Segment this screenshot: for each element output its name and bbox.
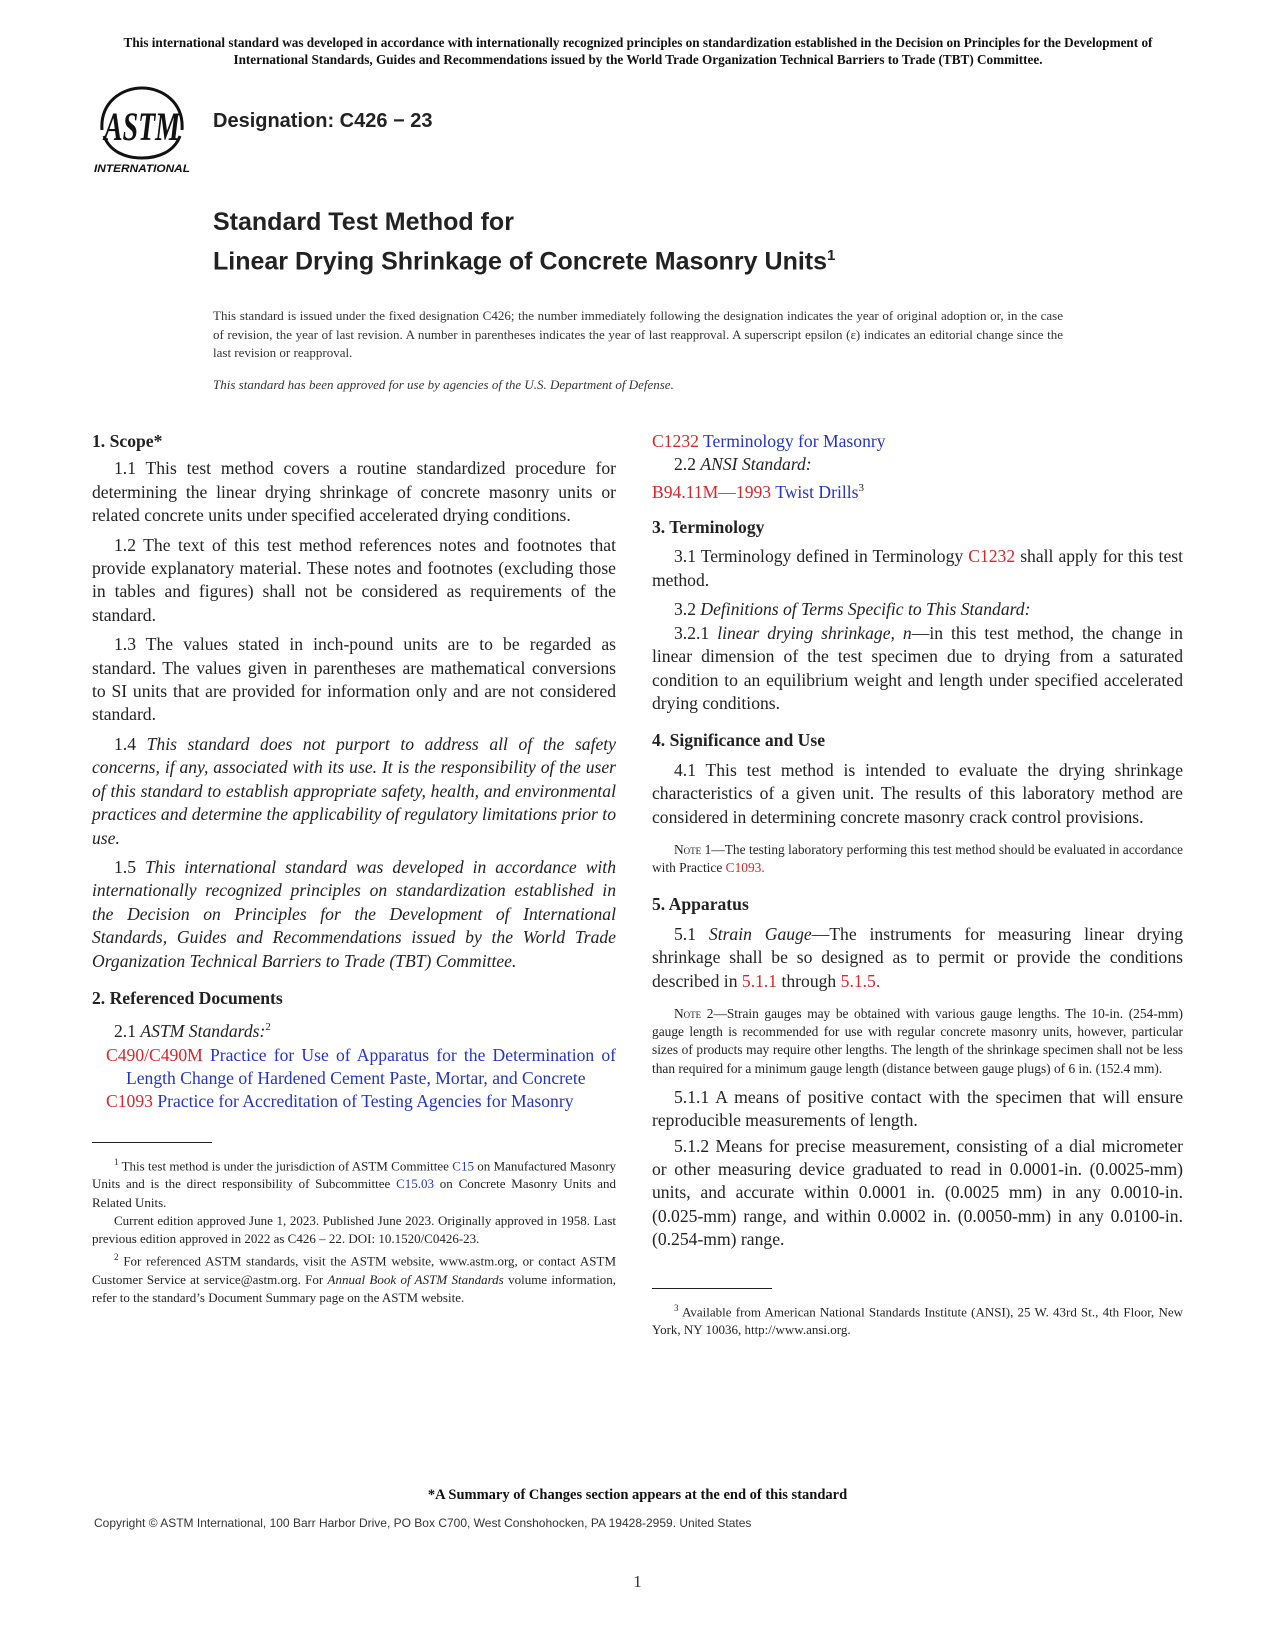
astm-logo [92, 84, 192, 174]
footnote-2: $^2$ For referenced ASTM standards, visit the ASTM website, www.astm.org, or contact ASTM Customer Service at service@astm.org. For Annual Book of ASTM Standards volume information, refer to the standard’s Document Summary page on the ASTM website. [92, 1252, 617, 1305]
note-2: Note 2—Strain gauges may be obtained with various gauge lengths. The 10-in. (254-mm) gauge length is recommended for use with regular concrete masonry units, however, particular sizes of products may require other lengths. The length of the shrinkage specimen shall not be less than required for a minimum gauge length (distance between gauge plugs) of 6 in. (152.4 mm). [652, 1005, 1183, 1076]
designation: Designation: C426 − 23 [213, 110, 433, 132]
dod-statement: This standard has been approved for use by agencies of the U.S. Department of Defense. [213, 377, 674, 392]
para-5-1-2: 5.1.2 Means for precise measurement, consisting of a dial micrometer or other measuring device graduated to read in 0.0001-in. (0.0025-mm) units, and accurate within 0.0001 in. (0.0025 mm) in any 0.0010-in. (0.025-mm) range, and within 0.0002 in. (0.0050-mm) in any 0.0100-in. (0.254-mm) range. [652, 1135, 1183, 1250]
document-title [213, 206, 835, 278]
footnote-divider-right [652, 1288, 772, 1289]
section-5-heading: 5. Apparatus [652, 894, 749, 915]
section-3-heading: 3. Terminology [652, 517, 765, 538]
issuance-statement: This standard is issued under the fixed designation C426; the number immediately following the designation indicates the year of original adoption or, in the case of revision, the year of last revision. A number in parentheses indicates the year of last reapproval. A superscript epsilon (ε) indicates an editorial change since the last revision or reapproval. [213, 308, 1063, 360]
para-2-1: 2.1 ASTM Standards:$^2$ [114, 1021, 271, 1042]
section-5-1-5-link[interactable]: 5.1.5. [840, 970, 881, 991]
reference-c1093[interactable]: C1093 Practice for Accreditation of Testing Agencies for Masonry [106, 1091, 574, 1112]
para-1-4: 1.4 This standard does not purport to address all of the safety concerns, if any, associated with its use. It is the responsibility of the user of this standard to establish appropriate safety, health, and environmental practices and determine the applicability of regulatory limitations prior to use. [92, 733, 616, 848]
title-footnote-marker: 1 [827, 247, 836, 264]
footnote-3: $^3$ Available from American National Standards Institute (ANSI), 25 W. 43rd St., 4th Floor, New York, NY 10036, http://www.ansi.org. [652, 1302, 1183, 1338]
page-number: 1 [633, 1572, 642, 1591]
title-line-2: Linear Drying Shrinkage of Concrete Masonry Units$^1$ [213, 247, 836, 276]
svg-text:INTERNATIONAL: INTERNATIONAL [94, 163, 191, 175]
footnote-1: $^1$ This test method is under the jurisdiction of ASTM Committee C15 on Manufactured Masonry Units and is the direct responsibility of Subcommittee C15.03 on Concrete Masonry Units and Related Units. [92, 1156, 617, 1210]
para-1-3: 1.3 The values stated in inch-pound units are to be regarded as standard. The values given in parentheses are mathematical conversions to SI units that are provided for information only and are not considered standard. [92, 634, 616, 725]
para-5-1-1: 5.1.1 A means of positive contact with the specimen that will ensure reproducible measurements of length. [652, 1086, 1183, 1131]
c15-03-link[interactable]: C15.03 [396, 1176, 434, 1192]
section-4-heading: 4. Significance and Use [652, 730, 826, 751]
footnote-divider [92, 1142, 212, 1143]
para-2-2: 2.2 ANSI Standard: [674, 454, 812, 475]
reference-c490[interactable]: C490/C490M Practice for Use of Apparatus for the Determination of Length Change of Hardened Cement Paste, Mortar, and Concrete [106, 1044, 616, 1089]
para-1-5: 1.5 This international standard was developed in accordance with internationally recognized principles on standardization established in the Decision on Principles for the Development of International Standards, Guides and Recommendations issued by the World Trade Organization Technical Barriers to Trade (TBT) Committee. [92, 856, 616, 971]
para-3-1: 3.1 Terminology defined in Terminology C1232 shall apply for this test method. [652, 546, 1183, 590]
reference-ansi-b94[interactable]: B94.11M—1993 Twist Drills$^3$ [652, 481, 865, 502]
para-5-1: 5.1 Strain Gauge—The instruments for measuring linear drying shrinkage shall be so designed as to permit or provide the conditions described in 5.1.1 through 5.1.5. [652, 923, 1183, 991]
section-1-heading: 1. Scope* [92, 431, 163, 451]
title-line-1: Standard Test Method for [213, 208, 514, 236]
para-3-2: 3.2 Definitions of Terms Specific to This Standard: [674, 599, 1031, 620]
right-column [652, 430, 1183, 1339]
section-5-1-1-link[interactable]: 5.1.1 [741, 970, 778, 991]
section-2-heading: 2. Referenced Documents [92, 987, 283, 1008]
reference-c1232[interactable]: C1232 Terminology for Masonry [652, 431, 886, 451]
note-1: Note 1—The testing laboratory performing this test method should be evaluated in accordance with Practice C1093. [652, 841, 1183, 876]
c15-link[interactable]: C15 [452, 1158, 474, 1174]
svg-text:ASTM: ASTM [101, 104, 181, 149]
para-1-1: 1.1 This test method covers a routine standardized procedure for determining the linear drying shrinkage of concrete masonry units or related concrete units under specified accelerated drying conditions. [92, 458, 616, 526]
footnote-1-edition: Current edition approved June 1, 2023. Published June 2023. Originally approved in 1958. Last previous edition approved in 2022 as C426 – 22. DOI: 10.1520/C0426-23. [92, 1212, 616, 1246]
wto-notice: This international standard was developed in accordance with internationally recognized principles on standardization established in the Decision on Principles for the Development of International Standards, Guides and Recommendations issued by the World Trade Organization Technical Barriers to Trade (TBT) Committee. [123, 35, 1153, 67]
c1232-link[interactable]: C1232 [968, 546, 1016, 567]
copyright: Copyright © ASTM International, 100 Barr Harbor Drive, PO Box C700, West Conshohocken, PA 19428-2959. United States [94, 1516, 752, 1530]
para-1-2: 1.2 The text of this test method references notes and footnotes that provide explanatory material. These notes and footnotes (excluding those in tables and figures) shall not be considered as requirements of the standard. [92, 534, 616, 625]
summary-of-changes-note: *A Summary of Changes section appears at the end of this standard [427, 1487, 848, 1503]
left-column [92, 430, 616, 1307]
c1093-link[interactable]: C1093. [725, 860, 765, 876]
para-3-2-1: 3.2.1 linear drying shrinkage, n—in this test method, the change in linear dimension of the test specimen due to drying from a saturated condition to an equilibrium weight and length under specified accelerated drying conditions. [652, 622, 1183, 713]
para-4-1: 4.1 This test method is intended to evaluate the drying shrinkage characteristics of a given unit. The results of this laboratory method are considered in determining concrete masonry crack control provisions. [652, 759, 1183, 827]
